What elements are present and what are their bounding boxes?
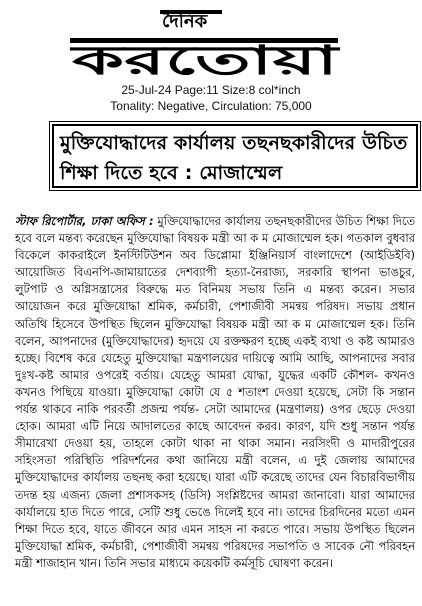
article-body-text: মুক্তিযোদ্ধাদের কার্যালয় তছনছকারীদের উচিত শিক্ষা দিতে হবে বলে মন্তব্য করেছেন মুক্তিযোদ্ধা বিষয়ক মন্ত্রী আ ক ম মোজাম্মেল হক। গতকাল বুধবার বিকেলে কাকরাইলে ইনস্টিটিউশন অব ডিপ্লোমা ইঞ্জিনিয়ার্স বাংলাদেশে (আইডিইবি) আয়োজিত বিএনপি-জামায়াতের দেশব্যাপী হত্যা-নৈরাজ্য, সরকারি স্থাপনা ভাঙচুর, লুটপাট ও অগ্নিসন্ত্রাসের বিরুদ্ধে মত বিনিময় সভায় তিনি এ মন্তব্য করেন। সভার আয়োজন করে মুক্তিযোদ্ধা শ্রমিক, কর্মচারী, পেশাজীবী সমন্বয় পরিষদ। সভায় প্রধান অতিথি হিসেবে উপস্থিত ছিলেন মুক্তিযোদ্ধা বিষয়ক মন্ত্রী আ ক ম মোজাম্মেল হক। তিনি বলেন, আপনাদের (মুক্তিযোদ্ধাদের) হৃদয়ে যে রক্তক্ষরণ হচ্ছে একই ব্যথা ও কষ্ট আমারও হচ্ছে। বিশেষ করে যেহেতু মুক্তিযোদ্ধা মন্ত্রণালয়ের দায়িত্বে আমি আছি, আপনাদের সবার দুঃখ-কষ্ট আমার ওপরেই বর্তায়। যেহেতু আমরা যোদ্ধা, যুদ্ধের একটি কৌশল- কখনও কখনও পিছিয়ে যাওয়া। মুক্তিযোদ্ধা কোটা যে ৫ শতাংশ দেওয়া হয়েছে, সেটা কি সন্তান পর্যন্ত থাকবে নাকি পরবর্তী প্রজন্ম পর্যন্ত- সেটা আমাদের (মন্ত্রণালয়) ওপর ছেড়ে দেওয়া হোক। আমরা এটি নিয়ে আদালতের কাছে আবেদন করব। কারণ, যদি শুধু সন্তান পর্যন্ত সীমারেখা দেওয়া হয়, তাহলে কোটা থাকা না থাকা সমান। নরসিংদী ও মাদারীপুরের সহিংসতা পরিস্থিতি পরিদর্শনের কথা জানিয়ে মন্ত্রী বলেন, এ দুই জেলায় আমাদের মুক্তিযোদ্ধাদের কার্যালয় তছনছ করা হয়েছে। যারা এটি করেছে তাদের যেন বিচারবিভাগীয় তদন্ত হয় এজন্য জেলা প্রশাসকসহ (ডিসি) সংশ্লিষ্টদের আমরা জানাবো। যারা আমাদের কার্যালয়ে হাত দিতে পারে, সেটি শুধু ভেঙে দিলেই হবে না। তাদের চিরদিনের মতো এমন শিক্ষা দিতে হবে, যাতে জীবনে আর এমন সাহস না করতে পারে। সভায় উপস্থিত ছিলেন মুক্তিযোদ্ধা শ্রমিক, কর্মচারী, পেশাজীবী সমন্বয় পরিষদের সভাপতি ও সাবেক নৌ পরিবহন মন্ত্রী শাজাহান খান। তিনি সভার মাধ্যমে কয়েকটি কর্মসূচি ঘোষণা করেন।	[15, 214, 415, 570]
newspaper-masthead	[0, 0, 422, 80]
masthead-small-title: দৈনিক	[162, 11, 208, 32]
clip-meta-date-page: 25-Jul-24 Page:11 Size:8 col*inch	[121, 83, 301, 97]
headline-frame	[52, 124, 418, 188]
article-body	[15, 213, 415, 601]
article-headline: মুক্তিযোদ্ধাদের কার্যালয় তছনছকারীদের উচিত শিক্ষা দিতে হবে : মোজাম্মেল	[60, 132, 408, 184]
newspaper-logo	[0, 0, 422, 80]
clip-meta-tonality: Tonality: Negative, Circulation: 75,000	[110, 99, 312, 113]
article-byline: স্টাফ রিপোর্টার, ঢাকা অফিস :	[15, 214, 154, 228]
masthead-large-title: করতোয়া	[68, 38, 341, 80]
